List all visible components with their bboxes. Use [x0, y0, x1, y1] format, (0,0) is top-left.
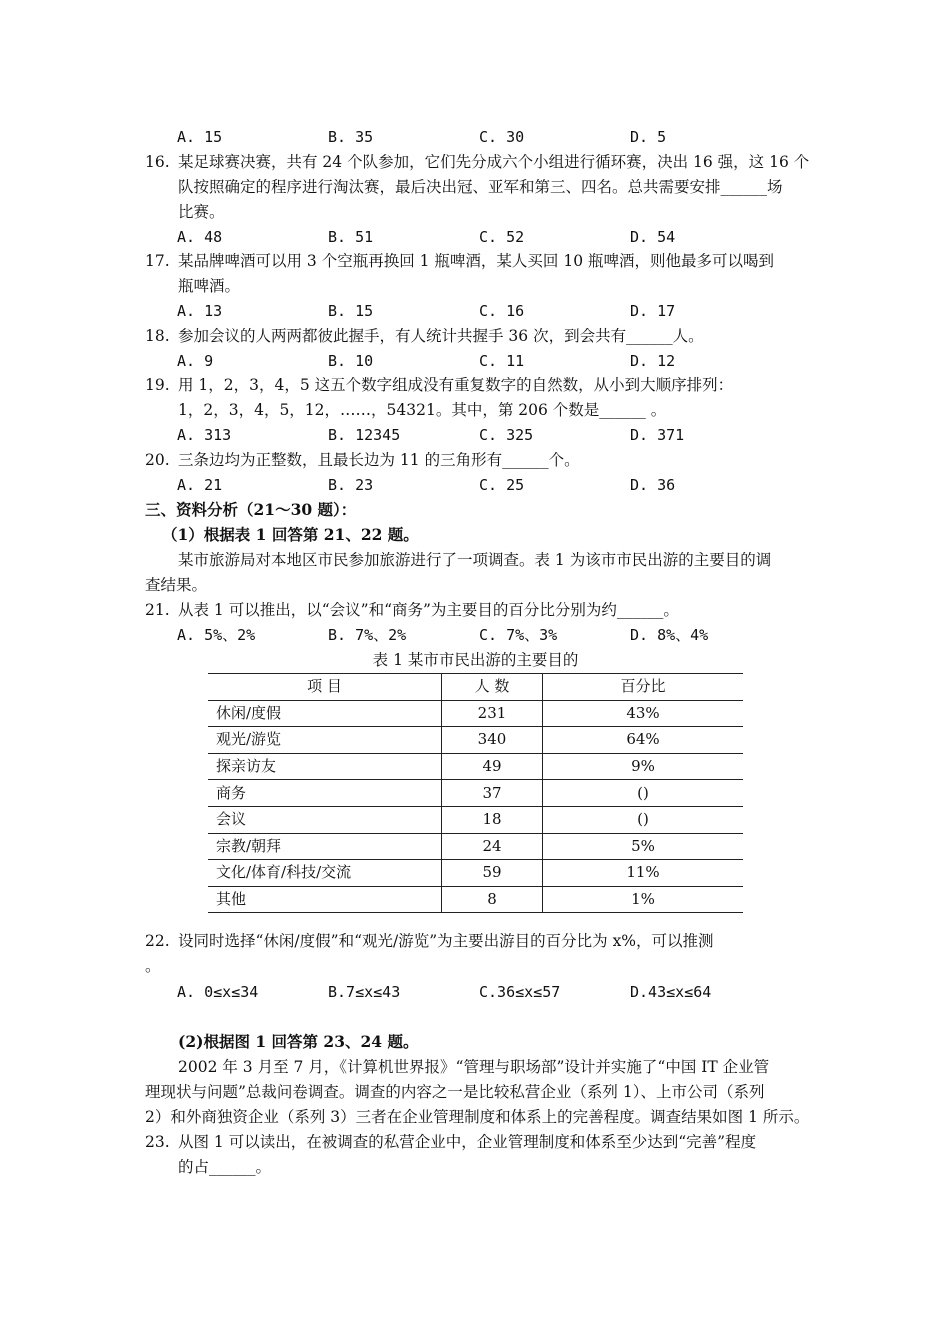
option-a[interactable]: A. 5%、2% [177, 626, 256, 644]
option-a[interactable]: A. 9 [177, 352, 214, 370]
question-text: 设同时选择“休闲/度假”和“观光/游览”为主要出游目的百分比为 x%，可以推测 [178, 932, 714, 950]
table-cell: 340 [442, 727, 543, 754]
table-cell: 文化/体育/科技/交流 [208, 860, 442, 887]
option-d[interactable]: D. 371 [630, 426, 685, 444]
table-cell: 231 [442, 700, 543, 727]
table-cell: 休闲/度假 [208, 700, 442, 727]
paragraph-line: 某市旅游局对本地区市民参加旅游进行了一项调查。表 1 为该市市民出游的主要目的调 [178, 551, 772, 569]
subsection-heading: （1）根据表 1 回答第 21、22 题。 [162, 525, 419, 544]
table-cell: 64% [543, 727, 744, 754]
table-cell: 探亲访友 [208, 753, 442, 780]
column-header: 人 数 [442, 674, 543, 701]
table-row [208, 780, 743, 807]
table-title: 表 1 某市市民出游的主要目的 [372, 651, 579, 669]
option-c[interactable]: C. 52 [479, 228, 525, 246]
option-c[interactable]: C. 25 [479, 476, 525, 494]
option-c[interactable]: C. 325 [479, 426, 534, 444]
question-text: 。 [145, 957, 161, 975]
table-row [208, 700, 743, 727]
question-text: 从图 1 可以读出，在被调查的私营企业中，企业管理制度和体系至少达到“完善”程度 [178, 1133, 757, 1151]
table-cell: 59 [442, 860, 543, 887]
option-b[interactable]: B. 35 [328, 128, 374, 146]
question-number: 19. [145, 376, 170, 394]
table-cell: 会议 [208, 806, 442, 833]
table-row [208, 860, 743, 887]
option-a[interactable]: A. 21 [177, 476, 223, 494]
question-number: 23. [145, 1133, 170, 1151]
option-b[interactable]: B. 51 [328, 228, 374, 246]
column-header: 项 目 [208, 674, 442, 701]
question-text: 用 1，2，3，4，5 这五个数字组成没有重复数字的自然数，从小到大顺序排列： [178, 376, 734, 394]
option-a[interactable]: A. 15 [177, 128, 223, 146]
table-cell: 商务 [208, 780, 442, 807]
question-text: 从表 1 可以推出，以“会议”和“商务”为主要目的百分比分别为约______。 [178, 601, 679, 619]
question-number: 16. [145, 153, 170, 171]
question-number: 18. [145, 327, 170, 345]
table-cell: 其他 [208, 886, 442, 913]
option-a[interactable]: A. 13 [177, 302, 223, 320]
option-d[interactable]: D. 8%、4% [630, 626, 709, 644]
question-number: 20. [145, 451, 170, 469]
table-cell: 宗教/朝拜 [208, 833, 442, 860]
question-number: 17. [145, 252, 170, 270]
option-a[interactable]: A. 48 [177, 228, 223, 246]
option-b[interactable]: B. 23 [328, 476, 374, 494]
option-b[interactable]: B. 10 [328, 352, 374, 370]
option-b[interactable]: B. 15 [328, 302, 374, 320]
subsection-heading: (2)根据图 1 回答第 23、24 题。 [178, 1032, 419, 1051]
question-number: 21. [145, 601, 170, 619]
table-cell: 9% [543, 753, 744, 780]
table-row [208, 806, 743, 833]
table-cell: 18 [442, 806, 543, 833]
question-text: 参加会议的人两两都彼此握手，有人统计共握手 36 次，到会共有______人。 [178, 327, 704, 345]
option-c[interactable]: C. 11 [479, 352, 525, 370]
option-c[interactable]: C. 7%、3% [479, 626, 558, 644]
table-row [208, 753, 743, 780]
option-b[interactable]: B.7≤x≤43 [328, 983, 401, 1001]
option-a[interactable]: A. 313 [177, 426, 232, 444]
option-c[interactable]: C. 16 [479, 302, 525, 320]
table-cell: () [543, 806, 744, 833]
data-table [208, 673, 743, 913]
question-text: 比赛。 [178, 203, 225, 221]
table-cell: () [543, 780, 744, 807]
option-a[interactable]: A. 0≤x≤34 [177, 983, 259, 1001]
table-cell: 24 [442, 833, 543, 860]
question-text: 三条边均为正整数，且最长边为 11 的三角形有______个。 [178, 451, 580, 469]
paragraph-line: 2002 年 3 月至 7 月，《计算机世界报》“管理与职场部”设计并实施了“中国 IT 企业管 [178, 1058, 770, 1076]
table-cell: 观光/游览 [208, 727, 442, 754]
column-header: 百分比 [543, 674, 744, 701]
question-number: 22. [145, 932, 170, 950]
table-row [208, 833, 743, 860]
table-cell: 5% [543, 833, 744, 860]
question-text: 的占______。 [178, 1158, 272, 1176]
question-text: 1，2，3，4，5，12，……，54321。其中，第 206 个数是______ 。 [178, 401, 667, 419]
table-cell: 11% [543, 860, 744, 887]
paragraph-line: 查结果。 [145, 576, 208, 594]
option-b[interactable]: B. 12345 [328, 426, 401, 444]
option-d[interactable]: D. 54 [630, 228, 676, 246]
paragraph-line: 理现状与问题”总裁问卷调查。调查的内容之一是比较私营企业（系列 1）、上市公司（系列 [145, 1083, 765, 1101]
option-d[interactable]: D. 5 [630, 128, 667, 146]
option-d[interactable]: D. 17 [630, 302, 676, 320]
option-d[interactable]: D. 36 [630, 476, 676, 494]
option-c[interactable]: C.36≤x≤57 [479, 983, 561, 1001]
table-row [208, 886, 743, 913]
option-b[interactable]: B. 7%、2% [328, 626, 407, 644]
option-c[interactable]: C. 30 [479, 128, 525, 146]
question-text: 瓶啤酒。 [178, 277, 241, 295]
table-cell: 8 [442, 886, 543, 913]
table-cell: 49 [442, 753, 543, 780]
question-text: 某品牌啤酒可以用 3 个空瓶再换回 1 瓶啤酒，某人买回 10 瓶啤酒，则他最多可以喝到 [178, 252, 775, 270]
question-text: 某足球赛决赛，共有 24 个队参加，它们先分成六个小组进行循环赛，决出 16 强，这 16 个 [178, 153, 810, 171]
question-text: 队按照确定的程序进行淘汰赛，最后决出冠、亚军和第三、四名。总共需要安排______场 [178, 178, 783, 196]
option-d[interactable]: D.43≤x≤64 [630, 983, 712, 1001]
table-cell: 37 [442, 780, 543, 807]
table-header-row [208, 674, 743, 701]
table-cell: 43% [543, 700, 744, 727]
paragraph-line: 2）和外商独资企业（系列 3）三者在企业管理制度和体系上的完善程度。调查结果如图 1 所示。 [145, 1108, 810, 1126]
table-cell: 1% [543, 886, 744, 913]
table-row [208, 727, 743, 754]
option-d[interactable]: D. 12 [630, 352, 676, 370]
section-heading: 三、资料分析（21～30 题）： [145, 500, 357, 519]
